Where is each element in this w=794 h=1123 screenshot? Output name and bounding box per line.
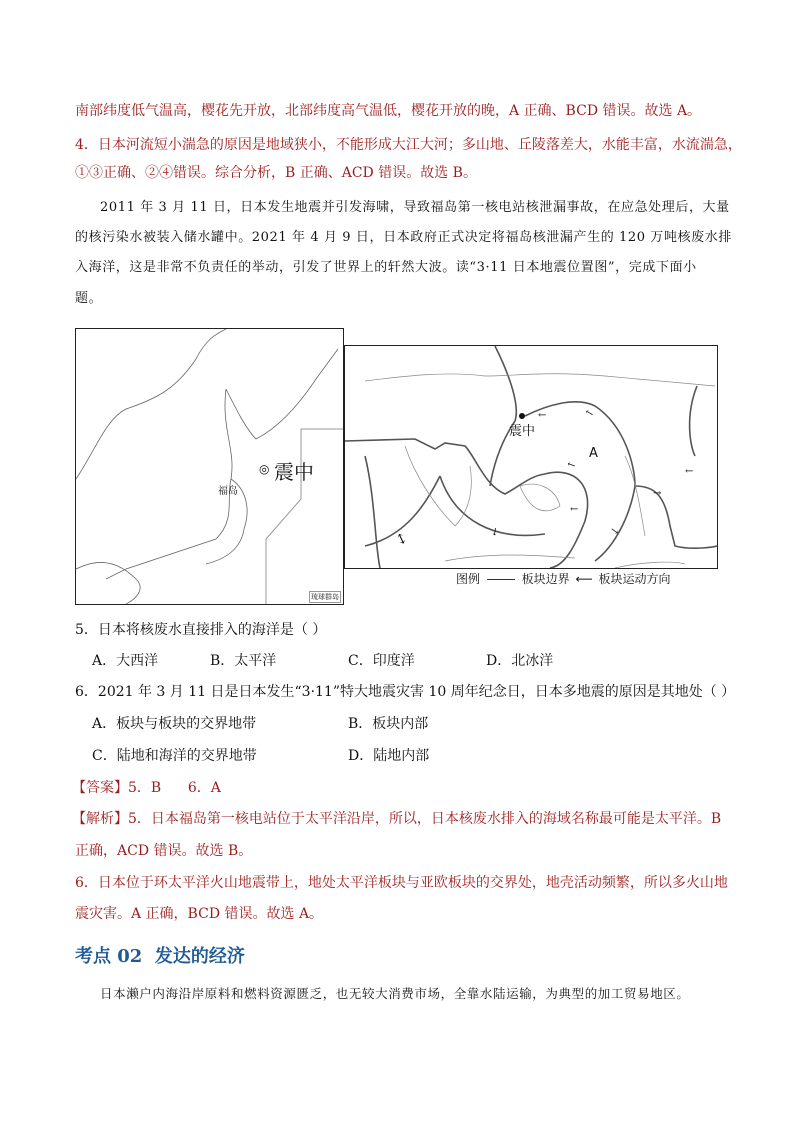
arrow-icon: ← (538, 410, 547, 421)
arrow-icon: ⟵ (575, 572, 593, 586)
japan-map (75, 328, 344, 605)
arrow-icon: → (607, 524, 621, 539)
analysis-line (72, 810, 721, 828)
section-heading: 考点 02 发达的经济 (75, 946, 245, 967)
answer-label: 【答案】 (72, 780, 128, 796)
map-legend (456, 570, 671, 587)
question-6-option-c: C．陆地和海洋的交界地带 (92, 748, 257, 764)
analysis-line: 震灾害。A 正确，BCD 错误。故选 A。 (75, 906, 324, 922)
boundary-line-icon (487, 579, 515, 580)
question-6-option-b: B．板块内部 (348, 716, 429, 732)
analysis-line: 6．日本位于环太平洋火山地震带上，地处太平洋板块与亚欧板块的交界处，地壳活动频繁，所以多火山地 (75, 875, 728, 891)
arrow-icon: ← (565, 458, 578, 473)
answer-line (72, 779, 221, 797)
epicenter-icon: ◎ (259, 462, 270, 476)
arrow-icon: → (653, 488, 662, 499)
arrow-icon: ← (582, 406, 596, 421)
question-6-stem: 6．2021 年 3 月 11 日是日本发生“3·11”特大地震灾害 10 周年纪念日，日本多地震的原因是其地处（ ） (75, 684, 736, 700)
passage-line: 题。 (75, 291, 103, 306)
arrow-icon: ← (570, 504, 579, 515)
legend-movement: 板块运动方向 (598, 572, 671, 586)
plate-a-label: A (589, 446, 598, 461)
fukushima-label: 福岛 (218, 486, 238, 497)
question-6-option-a: A．板块与板块的交界地带 (92, 716, 257, 732)
passage-line: 2011 年 3 月 11 日，日本发生地震并引发海啸，导致福岛第一核电站核泄漏事故，在应急处理后，大量 (100, 200, 730, 215)
arrow-icon: ↔ (391, 530, 411, 548)
legend-boundary: 板块边界 (521, 572, 570, 586)
arrow-icon: → (488, 526, 501, 537)
question-5-option-a: A．大西洋 (92, 653, 159, 669)
question-5-option-c: C．印度洋 (348, 653, 415, 669)
question-5-option-b: B．太平洋 (210, 653, 277, 669)
prev-answer-line: 4．日本河流短小湍急的原因是地域狭小，不能形成大江大河；多山地、丘陵落差大，水能丰富，水流湍急， (75, 137, 742, 153)
arrow-icon: ← (685, 466, 694, 477)
question-5-stem: 5．日本将核废水直接排入的海洋是（ ） (75, 622, 327, 638)
epicenter-label: 震中 (274, 460, 314, 484)
question-6-option-d: D．陆地内部 (348, 748, 430, 764)
analysis-text: 5．日本福岛第一核电站位于太平洋沿岸，所以，日本核废水排入的海域名称最可能是太平洋。B (128, 811, 722, 827)
analysis-line: 正确，ACD 错误。故选 B。 (75, 843, 253, 859)
epicenter-label: 震中 (509, 424, 536, 439)
inset-label: 琉球群岛 (311, 593, 339, 601)
question-5-option-d: D．北冰洋 (486, 653, 554, 669)
legend-title: 图例 (456, 572, 481, 586)
analysis-label: 【解析】 (72, 811, 128, 827)
prev-answer-line: ①③正确、②④错误。综合分析，B 正确、ACD 错误。故选 B。 (75, 165, 477, 181)
answer-text: 5．B 6．A (128, 780, 221, 796)
passage-line: 的核污染水被装入储水罐中。2021 年 4 月 9 日，日本政府正式决定将福岛核泄漏产生的 120 万吨核废水排 (75, 230, 732, 245)
world-plate-map (344, 345, 718, 569)
prev-answer-line: 南部纬度低气温高，樱花先开放，北部纬度高气温低，樱花开放的晚，A 正确、BCD 错误。故选 A。 (75, 103, 702, 119)
section-paragraph: 日本濑户内海沿岸原料和燃料资源匮乏，也无较大消费市场，全靠水陆运输，为典型的加工贸易地区。 (100, 986, 690, 1001)
passage-line: 入海洋，这是非常不负责任的举动，引发了世界上的轩然大波。读“3·11 日本地震位置图”，完成下面小 (75, 260, 697, 275)
